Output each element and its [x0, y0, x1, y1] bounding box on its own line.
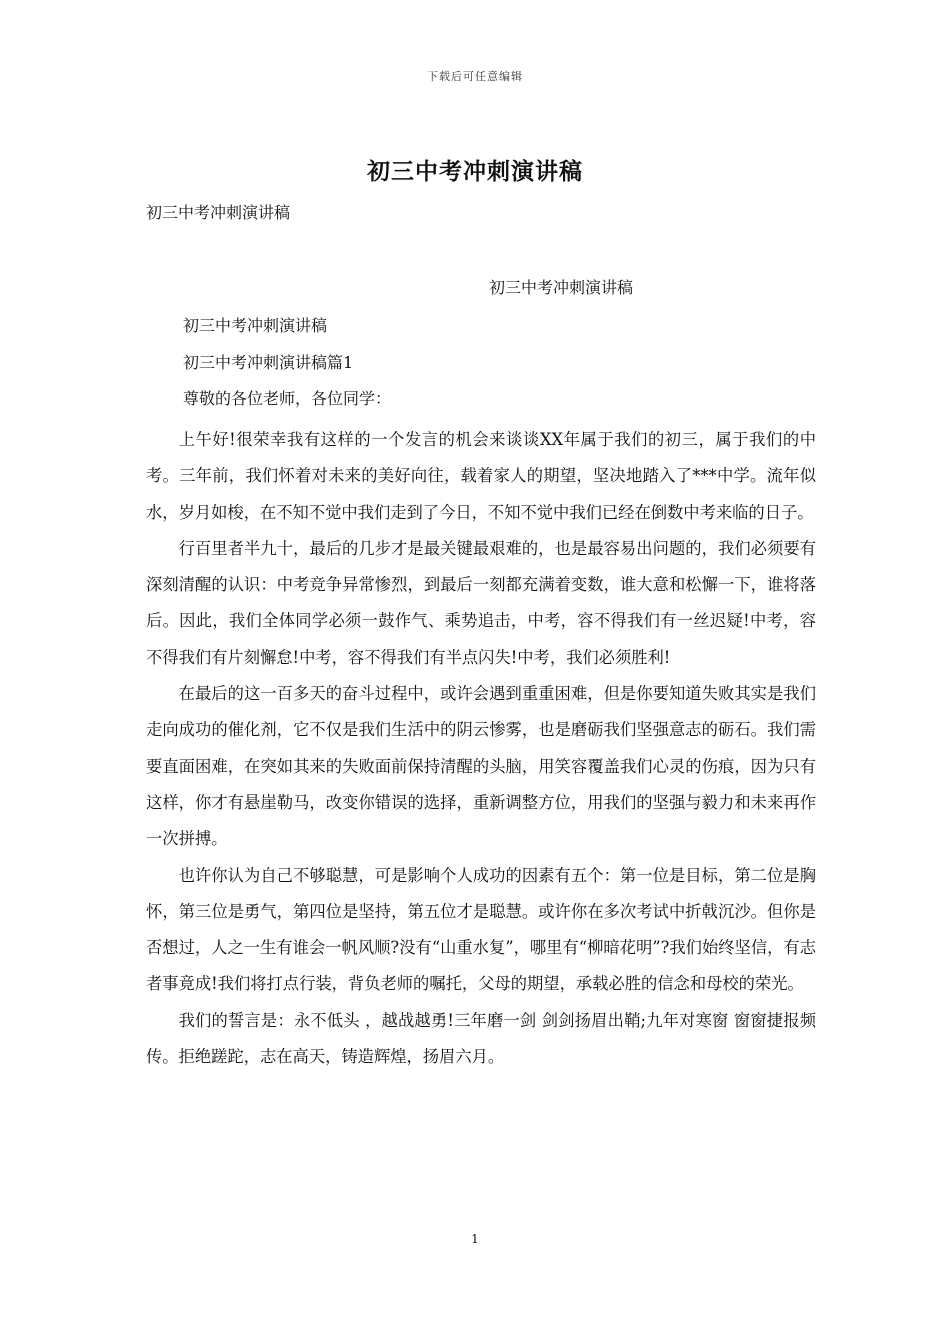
heading-line: 初三中考冲刺演讲稿 [183, 316, 328, 335]
paragraph: 我们的誓言是：永不低头 ，越战越勇!三年磨一剑 剑剑扬眉出鞘;九年对寒窗 窗窗捷报频传。拒绝蹉跎，志在高天，铸造辉煌，扬眉六月。 [146, 1010, 816, 1067]
page-header: 下载后可任意编辑 [427, 70, 523, 83]
paragraph: 行百里者半九十，最后的几步才是最关键最艰难的，也是最容易出问题的，我们必须要有深刻清醒的认识：中考竞争异常惨烈，到最后一刻都充满着变数，谁大意和松懈一下，谁将落后。因此，我们全体同学必须一鼓作气、乘势追击，中考，容不得我们有一丝迟疑!中考，容不得我们有片刻懈怠!中考，容不得我们有半点闪失!中考，我们必须胜利! [146, 538, 816, 667]
paragraph: 在最后的这一百多天的奋斗过程中，或许会遇到重重困难，但是你要知道失败其实是我们走向成功的催化剂，它不仅是我们生活中的阴云惨雾，也是磨砺我们坚强意志的砺石。我们需要直面困难，在突如其来的失败面前保持清醒的头脑，用笑容覆盖我们心灵的伤痕，因为只有这样，你才有悬崖勒马，改变你错误的选择，重新调整方位，用我们的坚强与毅力和未来再作一次拼搏。 [146, 684, 816, 849]
document-subtitle: 初三中考冲刺演讲稿 [146, 203, 291, 222]
paragraph: 上午好!很荣幸我有这样的一个发言的机会来谈谈XX年属于我们的初三，属于我们的中考。三年前，我们怀着对未来的美好向往，载着家人的期望，坚决地踏入了***中学。流年似水，岁月如梭，在不知不觉中我们走到了今日，不知不觉中我们已经在倒数中考来临的日子。 [146, 430, 816, 522]
paragraph: 也许你认为自己不够聪慧，可是影响个人成功的因素有五个：第一位是目标，第二位是胸怀，第三位是勇气，第四位是坚持，第五位才是聪慧。或许你在多次考试中折戟沉沙。但你是否想过，人之一生有谁会一帆风顺?没有“山重水复”，哪里有“柳暗花明”?我们始终坚信，有志者事竟成!我们将打点行装，背负老师的嘱托，父母的期望，承载必胜的信念和母校的荣光。 [146, 865, 816, 994]
page-number: 1 [471, 1232, 479, 1246]
section-heading: 初三中考冲刺演讲稿篇1 [183, 353, 354, 372]
document-title: 初三中考冲刺演讲稿 [367, 158, 583, 185]
centered-heading: 初三中考冲刺演讲稿 [489, 278, 634, 297]
salutation: 尊敬的各位老师，各位同学： [183, 389, 392, 408]
body-text [146, 422, 816, 1075]
